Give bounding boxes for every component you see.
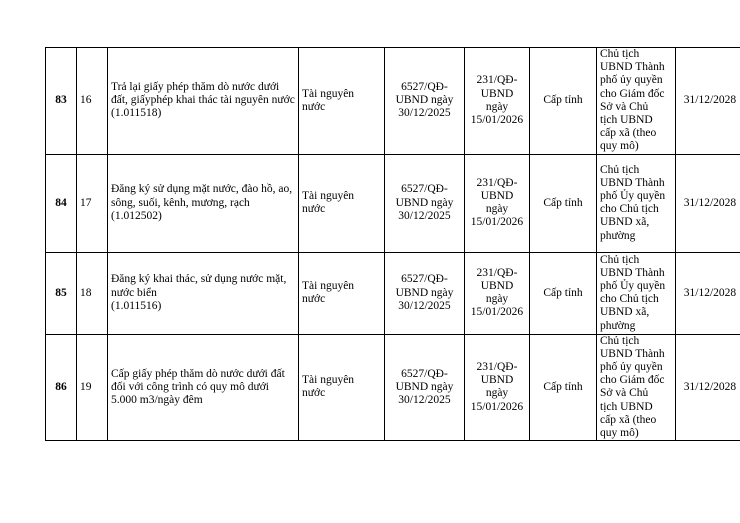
- procedure-name-line: (1.011518): [111, 107, 162, 120]
- authority-line: cấp xã (theo: [600, 127, 657, 140]
- authority-line: UBND Thành: [600, 61, 665, 74]
- authority-line: UBND Thành: [600, 347, 665, 360]
- procedure-name-line: (1.012502): [111, 209, 162, 222]
- procedure-name-line: Đăng ký khai thác, sử dụng nước mặt,: [111, 273, 287, 286]
- decision-line: 6527/QĐ-: [401, 81, 448, 93]
- field-cell: [299, 48, 385, 155]
- sub-number: 16: [77, 48, 108, 155]
- authority-line: phố Ủy quyền: [600, 279, 666, 292]
- authority-line: cho Chủ tịch: [600, 203, 659, 216]
- decision-line: 30/12/2025: [398, 107, 451, 120]
- authority-line: cho Giám đốc: [600, 374, 665, 387]
- field-line: Tài nguyên: [302, 374, 355, 387]
- decision-cell: [385, 154, 465, 252]
- decision-line: ngày: [485, 203, 509, 216]
- authority-line: quy mô): [600, 427, 639, 440]
- decision-line: UBND ngày: [395, 286, 454, 299]
- sub-number: 17: [77, 154, 108, 252]
- decision-cell-2: [465, 334, 530, 441]
- table-row: [46, 48, 740, 155]
- decision-line: UBND ngày: [395, 380, 454, 393]
- date-cell: 31/12/2028: [676, 48, 740, 155]
- date-cell: 31/12/2028: [676, 154, 740, 252]
- field-line: nước: [302, 203, 326, 216]
- authority-line: Chủ tịch: [600, 48, 640, 60]
- procedure-name: [108, 48, 299, 155]
- decision-cell-2: [465, 252, 530, 334]
- table-row: [46, 252, 740, 334]
- row-number: 84: [46, 154, 77, 252]
- procedure-name: [108, 252, 299, 334]
- procedure-name-line: Cấp giấy phép thăm dò nước dưới đất: [111, 367, 285, 380]
- authority-line: quy mô): [600, 140, 639, 153]
- authority-cell: [597, 48, 676, 155]
- authority-line: cho Chủ tịch: [600, 293, 659, 306]
- procedure-name: [108, 154, 299, 252]
- authority-line: phố ủy quyền: [600, 74, 663, 87]
- authority-cell: [597, 334, 676, 441]
- decision-line: 15/01/2026: [470, 306, 524, 319]
- level-cell: Cấp tỉnh: [530, 334, 597, 441]
- authority-line: phường: [600, 229, 636, 242]
- field-cell: [299, 154, 385, 252]
- decision-line: 30/12/2025: [398, 209, 451, 222]
- decision-line: 6527/QĐ-: [401, 367, 448, 380]
- level-cell: Cấp tỉnh: [530, 48, 597, 155]
- authority-line: cho Giám đốc: [600, 87, 665, 100]
- procedure-name-line: nước biển: [111, 286, 157, 299]
- procedure-name-line: Đăng ký sử dụng mặt nước, đào hồ, ao,: [111, 183, 293, 196]
- decision-line: ngày: [485, 293, 509, 306]
- field-line: nước: [302, 100, 326, 113]
- authority-line: Chủ tịch: [600, 334, 640, 347]
- decision-line: 30/12/2025: [398, 394, 451, 407]
- decision-line: ngày: [485, 387, 509, 400]
- decision-line: 231/QĐ-: [476, 176, 518, 189]
- field-cell: [299, 252, 385, 334]
- authority-line: tịch UBND: [600, 114, 653, 127]
- decision-cell: [385, 48, 465, 155]
- table-row: [46, 154, 740, 252]
- decision-line: 15/01/2026: [470, 400, 524, 413]
- level-cell: Cấp tỉnh: [530, 154, 597, 252]
- field-line: nước: [302, 387, 326, 400]
- authority-line: UBND Thành: [600, 176, 665, 189]
- field-line: nước: [302, 293, 326, 306]
- decision-line: 231/QĐ-: [476, 266, 518, 279]
- procedure-name-line: sông, suối, kênh, mương, rạch: [111, 196, 250, 209]
- decision-line: UBND: [480, 189, 514, 202]
- procedure-name-line: đối với công trình có quy mô dưới: [111, 380, 269, 393]
- decision-line: UBND: [480, 374, 514, 387]
- decision-line: 6527/QĐ-: [401, 183, 448, 196]
- date-cell: 31/12/2028: [676, 252, 740, 334]
- decision-line: UBND ngày: [395, 196, 454, 209]
- decision-line: ngày: [485, 100, 509, 113]
- field-line: Tài nguyên: [302, 279, 355, 292]
- decision-line: UBND ngày: [395, 94, 454, 107]
- authority-line: phố Ủy quyền: [600, 189, 666, 202]
- decision-line: UBND: [480, 279, 514, 292]
- field-line: Tài nguyên: [302, 87, 355, 100]
- decision-line: 30/12/2025: [398, 299, 451, 312]
- decision-line: UBND: [480, 87, 514, 100]
- authority-line: Chủ tịch: [600, 163, 640, 176]
- decision-line: 231/QĐ-: [476, 74, 518, 87]
- row-number: 86: [46, 334, 77, 441]
- authority-line: UBND xã,: [600, 216, 650, 229]
- authority-line: cấp xã (theo: [600, 413, 657, 426]
- authority-line: phường: [600, 319, 636, 332]
- field-line: Tài nguyên: [302, 189, 355, 202]
- procedure-name-line: (1.011516): [111, 299, 162, 312]
- authority-line: UBND Thành: [600, 266, 665, 279]
- authority-cell: [597, 252, 676, 334]
- decision-line: 6527/QĐ-: [401, 273, 448, 286]
- decision-line: 231/QĐ-: [476, 361, 518, 374]
- authority-line: Sở và Chủ: [600, 387, 649, 400]
- authority-line: UBND xã,: [600, 306, 650, 319]
- decision-cell: [385, 252, 465, 334]
- authority-line: phố ủy quyền: [600, 361, 663, 374]
- authority-line: tịch UBND: [600, 400, 653, 413]
- sub-number: 18: [77, 252, 108, 334]
- table-row: [46, 334, 740, 441]
- decision-line: 15/01/2026: [470, 114, 524, 127]
- row-number: 85: [46, 252, 77, 334]
- date-cell: 31/12/2028: [676, 334, 740, 441]
- procedures-table: [45, 47, 740, 441]
- procedure-name: [108, 334, 299, 441]
- field-cell: [299, 334, 385, 441]
- authority-line: Sở và Chủ: [600, 100, 649, 113]
- authority-cell: [597, 154, 676, 252]
- procedure-name-line: đất, giấyphép khai thác tài nguyên nước: [111, 94, 295, 107]
- decision-cell-2: [465, 48, 530, 155]
- decision-line: 15/01/2026: [470, 216, 524, 229]
- row-number: 83: [46, 48, 77, 155]
- sub-number: 19: [77, 334, 108, 441]
- procedure-name-line: 5.000 m3/ngày đêm: [111, 394, 203, 407]
- decision-cell: [385, 334, 465, 441]
- authority-line: Chủ tịch: [600, 253, 640, 266]
- procedure-name-line: Trả lại giấy phép thăm dò nước dưới: [111, 81, 280, 93]
- level-cell: Cấp tỉnh: [530, 252, 597, 334]
- decision-cell-2: [465, 154, 530, 252]
